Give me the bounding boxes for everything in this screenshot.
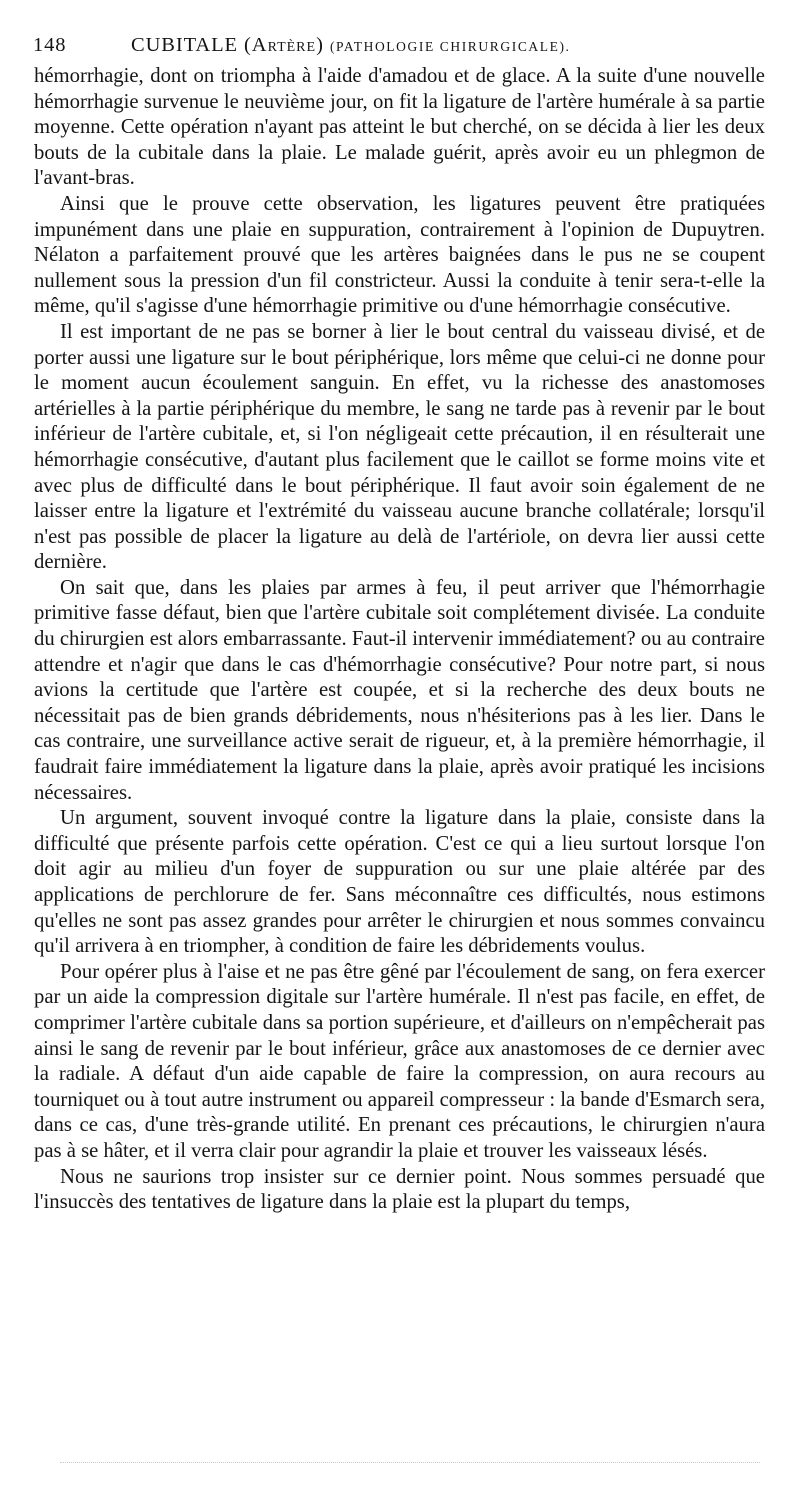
paragraph: Ainsi que le prouve cette observation, les ligatures peuvent être pratiquées impunément dans une plaie en suppuration, contrairement à l'opinion de Dupuytren. Nélaton a parfaitement prouvé que les artères baignées dans le pus ne se coupent nullement sous la pression d'un fil constricteur. Aussi la conduite à tenir sera-t-elle la même, qu'il s'agisse d'une hémorrhagie primitive ou d'une hémorrhagie consécutive. [34, 192, 765, 318]
paragraph: Pour opérer plus à l'aise et ne pas être gêné par l'écoulement de sang, on fera exercer par un aide la compression digitale sur l'artère humérale. Il n'est pas facile, en effet, de comprimer l'artère cubitale dans sa portion supérieure, et d'ailleurs on n'empêcherait pas ainsi le sang de revenir par le bout inférieur, grâce aux anastomoses de ce dernier avec la radiale. A défaut d'un aide capable de faire la compression, on aura recours au tourniquet ou à tout autre instrument ou appareil compresseur : la bande d'Esmarch sera, dans ce cas, d'une très-grande utilité. En prenant ces précautions, le chirurgien n'aura pas à se hâter, et il verra clair pour agrandir la plaie et trouver les vaisseaux lésés. [34, 960, 766, 1162]
paragraph: Nous ne saurions trop insister sur ce dernier point. Nous sommes persuadé que l'insuccès des tentatives de ligature dans la plaie est la plupart du temps, [34, 1165, 765, 1214]
page-number: 148 [33, 34, 67, 56]
paragraph-continued: hémorrhagie, dont on triompha à l'aide d'amadou et de glace. A la suite d'une nouvelle hémorrhagie survenue le neuvième jour, on fit la ligature de l'artère humérale à sa partie moyenne. Cette opération n'ayant pas atteint le but cherché, on se décida à lier les deux bouts de la cubitale dans la plaie. Le malade guérit, après avoir eu un phlegmon de l'avant-bras. [34, 65, 765, 190]
paragraph: On sait que, dans les plaies par armes à feu, il peut arriver que l'hémorrhagie primitive fasse défaut, bien que l'artère cubitale soit complétement divisée. La conduite du chirurgien est alors embarrassante. Faut-il intervenir immédiatement? ou au contraire attendre et n'agir que dans le cas d'hémorrhagie consécutive? Pour notre part, si nous avions la certitude que l'artère est coupée, et si la recherche des deux bouts ne nécessitait pas de bien grands débridements, nous n'hésiterions pas à les lier. Dans le cas contraire, une surveillance active serait de rigueur, et, à la première hémorrhagie, il faudrait faire immédiatement la ligature dans la plaie, après avoir pratiqué les incisions nécessaires. [34, 576, 765, 804]
body-text [34, 64, 765, 1216]
running-header [33, 30, 773, 60]
paragraph: Un argument, souvent invoqué contre la ligature dans la plaie, consiste dans la difficulté que présente parfois cette opération. C'est ce qui a lieu surtout lorsque l'on doit agir au milieu d'un foyer de suppuration ou sur une plaie altérée par des applications de perchlorure de fer. Sans méconnaître ces difficultés, nous estimons qu'elles ne sont pas assez grandes pour arrêter le chirurgien et nous sommes convaincu qu'il arrivera à en triompher, à condition de faire les débridements voulus. [34, 807, 765, 958]
header-section: (PATHOLOGIE CHIRURGICALE). [329, 39, 571, 54]
footer-rule [60, 1462, 760, 1463]
header-subtitle: (Artère) [243, 34, 324, 56]
header-title: CUBITALE [131, 34, 238, 56]
paragraph: Il est important de ne pas se borner à lier le bout central du vaisseau divisé, et de porter aussi une ligature sur le bout périphérique, lors même que celui-ci ne donne pour le moment aucun écoulement sanguin. En effet, vu la richesse des anastomoses artérielles à la partie périphérique du membre, le sang ne tarde pas à revenir par le bout inférieur de l'artère cubitale, et, si l'on négligeait cette précaution, il en résulterait une hémorrhagie consécutive, d'autant plus facilement que le caillot se forme moins vite et avec plus de difficulté dans le bout périphérique. Il faut avoir soin également de ne laisser entre la ligature et l'extrémité du vaisseau aucune branche collatérale; lorsqu'il n'est pas possible de placer la ligature au delà de l'artériole, on devra lier aussi cette dernière. [34, 320, 765, 574]
